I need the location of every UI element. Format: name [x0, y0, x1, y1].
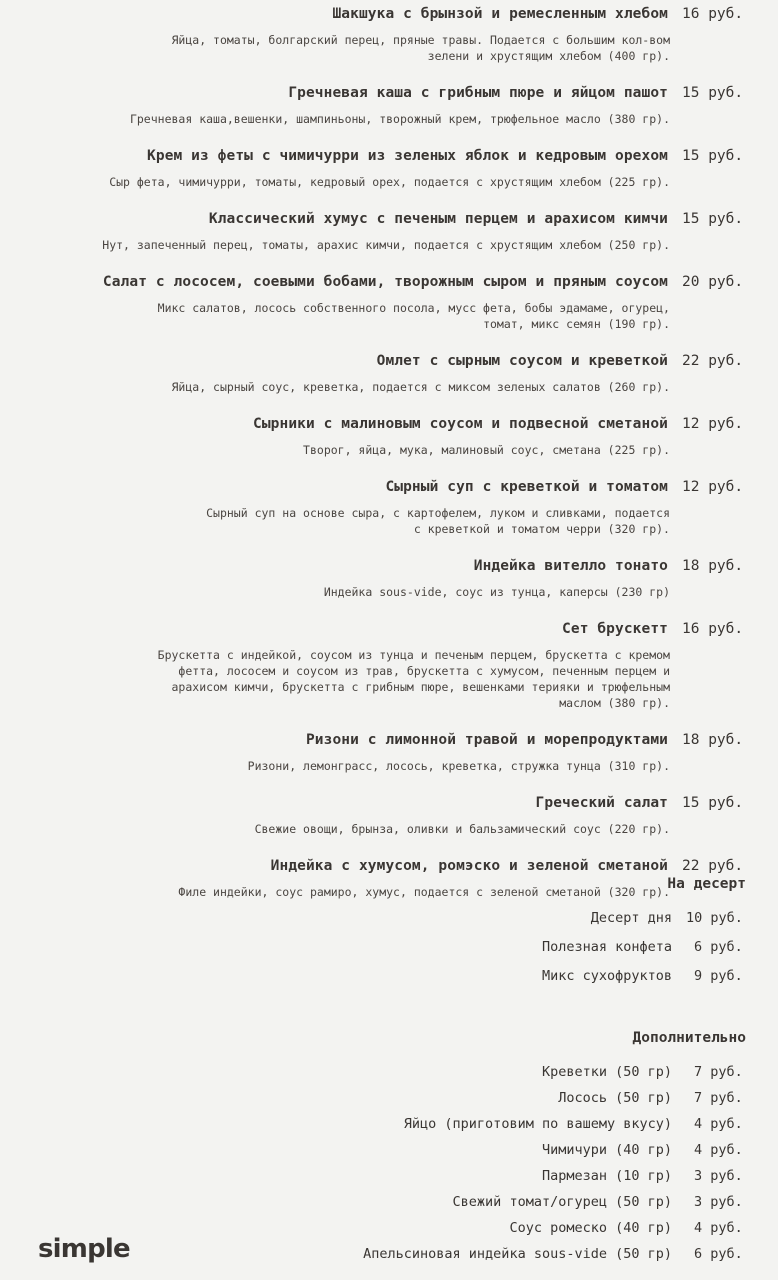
- extras-section-title: Дополнительно: [632, 1030, 746, 1046]
- dish-name: Сет брускетт: [562, 621, 668, 637]
- dessert-item: [0, 939, 778, 959]
- dessert-item: [0, 910, 778, 930]
- dish-item: [0, 416, 778, 458]
- dish-price: 22 руб.: [682, 858, 744, 874]
- dish-name: Гречневая каша с грибным пюре и яйцом пашот: [288, 85, 668, 101]
- extra-name: Яйцо (приготовим по вашему вкусу): [403, 1116, 672, 1132]
- extra-name: Апельсиновая индейка sous-vide (50 гр): [363, 1246, 672, 1262]
- dish-price: 20 руб.: [682, 274, 744, 290]
- dessert-price: 9 руб.: [694, 968, 743, 984]
- dish-name: Сырники с малиновым соусом и подвесной сметаной: [253, 416, 668, 432]
- dish-description: Индейка sous-vide, соус из тунца, каперсы (230 гр): [323, 585, 670, 599]
- extra-name: Пармезан (10 гр): [541, 1168, 672, 1184]
- extra-price: 6 руб.: [694, 1246, 743, 1262]
- dish-item: [0, 795, 778, 837]
- dish-price: 18 руб.: [682, 732, 744, 748]
- dish-item: [0, 274, 778, 332]
- dish-name: Индейка вителло тонато: [473, 558, 668, 574]
- dessert-price: 10 руб.: [686, 910, 743, 926]
- dish-item: [0, 211, 778, 253]
- dish-description: Свежие овощи, брынза, оливки и бальзамический соус (220 гр).: [254, 822, 670, 836]
- extra-price: 4 руб.: [694, 1220, 743, 1236]
- extra-price: 3 руб.: [694, 1168, 743, 1184]
- dish-price: 15 руб.: [682, 85, 744, 101]
- dish-price: 18 руб.: [682, 558, 744, 574]
- dish-item: [0, 148, 778, 190]
- dish-item: [0, 621, 778, 711]
- extra-name: Соус ромеско (40 гр): [509, 1220, 672, 1236]
- dish-price: 15 руб.: [682, 211, 744, 227]
- dish-price: 16 руб.: [682, 621, 744, 637]
- dish-item: [0, 6, 778, 64]
- dessert-name: Полезная конфета: [541, 939, 672, 955]
- dish-item: [0, 732, 778, 774]
- dish-name: Омлет с сырным соусом и креветкой: [376, 353, 668, 369]
- dish-name: Шакшука с брынзой и ремесленным хлебом: [332, 6, 668, 22]
- extra-item: [0, 1168, 778, 1188]
- extra-price: 4 руб.: [694, 1142, 743, 1158]
- dessert-name: Микс сухофруктов: [541, 968, 672, 984]
- dessert-price: 6 руб.: [694, 939, 743, 955]
- dish-name: Сырный суп с креветкой и томатом: [385, 479, 668, 495]
- dish-description: Гречневая каша,вешенки, шампиньоны, творожный крем, трюфельное масло (380 гр).: [129, 112, 670, 126]
- dish-name: Салат с лососем, соевыми бобами, творожным сыром и пряным соусом: [102, 274, 668, 290]
- dish-name: Крем из феты с чимичурри из зеленых яблок и кедровым орехом: [147, 148, 668, 164]
- extra-name: Лосось (50 гр): [558, 1090, 672, 1106]
- dish-item: [0, 558, 778, 600]
- dish-item: [0, 858, 778, 900]
- extra-item: [0, 1194, 778, 1214]
- dish-item: [0, 479, 778, 537]
- dish-price: 15 руб.: [682, 148, 744, 164]
- extra-price: 7 руб.: [694, 1064, 743, 1080]
- extra-item: [0, 1142, 778, 1162]
- dish-price: 12 руб.: [682, 416, 744, 432]
- dish-name: Греческий салат: [535, 795, 668, 811]
- dessert-item: [0, 968, 778, 988]
- dish-price: 12 руб.: [682, 479, 744, 495]
- dish-description: Сыр фета, чимичурри, томаты, кедровый орех, подается с хрустящим хлебом (225 гр).: [109, 175, 670, 189]
- extra-price: 4 руб.: [694, 1116, 743, 1132]
- dish-description: Яйца, сырный соус, креветка, подается с миксом зеленых салатов (260 гр).: [171, 380, 670, 394]
- dish-name: Ризони с лимонной травой и морепродуктами: [305, 732, 668, 748]
- dish-description: Сырный суп на основе сыра, с картофелем, луком и сливками, подается с креветкой и томатом черри (320 гр).: [206, 506, 670, 536]
- extra-price: 3 руб.: [694, 1194, 743, 1210]
- dish-price: 16 руб.: [682, 6, 744, 22]
- extra-name: Креветки (50 гр): [541, 1064, 672, 1080]
- extra-price: 7 руб.: [694, 1090, 743, 1106]
- dish-description: Яйца, томаты, болгарский перец, пряные травы. Подается с большим кол-вом зелени и хрустящим хлебом (400 гр).: [171, 33, 670, 63]
- dish-list: [0, 6, 778, 921]
- dish-name: Индейка с хумусом, ромэско и зеленой сметаной: [270, 858, 668, 874]
- extra-item: [0, 1090, 778, 1110]
- extra-name: Чимичури (40 гр): [541, 1142, 672, 1158]
- dish-description: Микс салатов, лосось собственного посола, мусс фета, бобы эдамаме, огурец, томат, микс семян (190 гр).: [157, 301, 670, 331]
- dessert-name: Десерт дня: [590, 910, 672, 926]
- dish-description: Нут, запеченный перец, томаты, арахис кимчи, подается с хрустящим хлебом (250 гр).: [102, 238, 670, 252]
- dish-item: [0, 353, 778, 395]
- extra-item: [0, 1116, 778, 1136]
- dish-description: Творог, яйца, мука, малиновый соус, сметана (225 гр).: [303, 443, 670, 457]
- dessert-section-title: На десерт: [667, 876, 746, 892]
- extra-item: [0, 1064, 778, 1084]
- dish-price: 22 руб.: [682, 353, 744, 369]
- dish-item: [0, 85, 778, 127]
- brand-logo: simple: [38, 1234, 130, 1264]
- extra-name: Свежий томат/огурец (50 гр): [452, 1194, 672, 1210]
- dish-name: Классический хумус с печеным перцем и арахисом кимчи: [208, 211, 668, 227]
- dish-description: Филе индейки, соус рамиро, хумус, подается с зеленой сметаной (320 гр).: [178, 885, 670, 899]
- dish-description: Ризони, лемонграсс, лосось, креветка, стружка тунца (310 гр).: [247, 759, 670, 773]
- dish-description: Брускетта с индейкой, соусом из тунца и печеным перцем, брускетта с кремом фетта, лососем и соусом из трав, брускетта с хумусом, печенным перцем и арахисом кимчи, брускетта с грибным пюре, вешенками терияки и трюфельным маслом (380 гр).: [157, 648, 670, 710]
- dish-price: 15 руб.: [682, 795, 744, 811]
